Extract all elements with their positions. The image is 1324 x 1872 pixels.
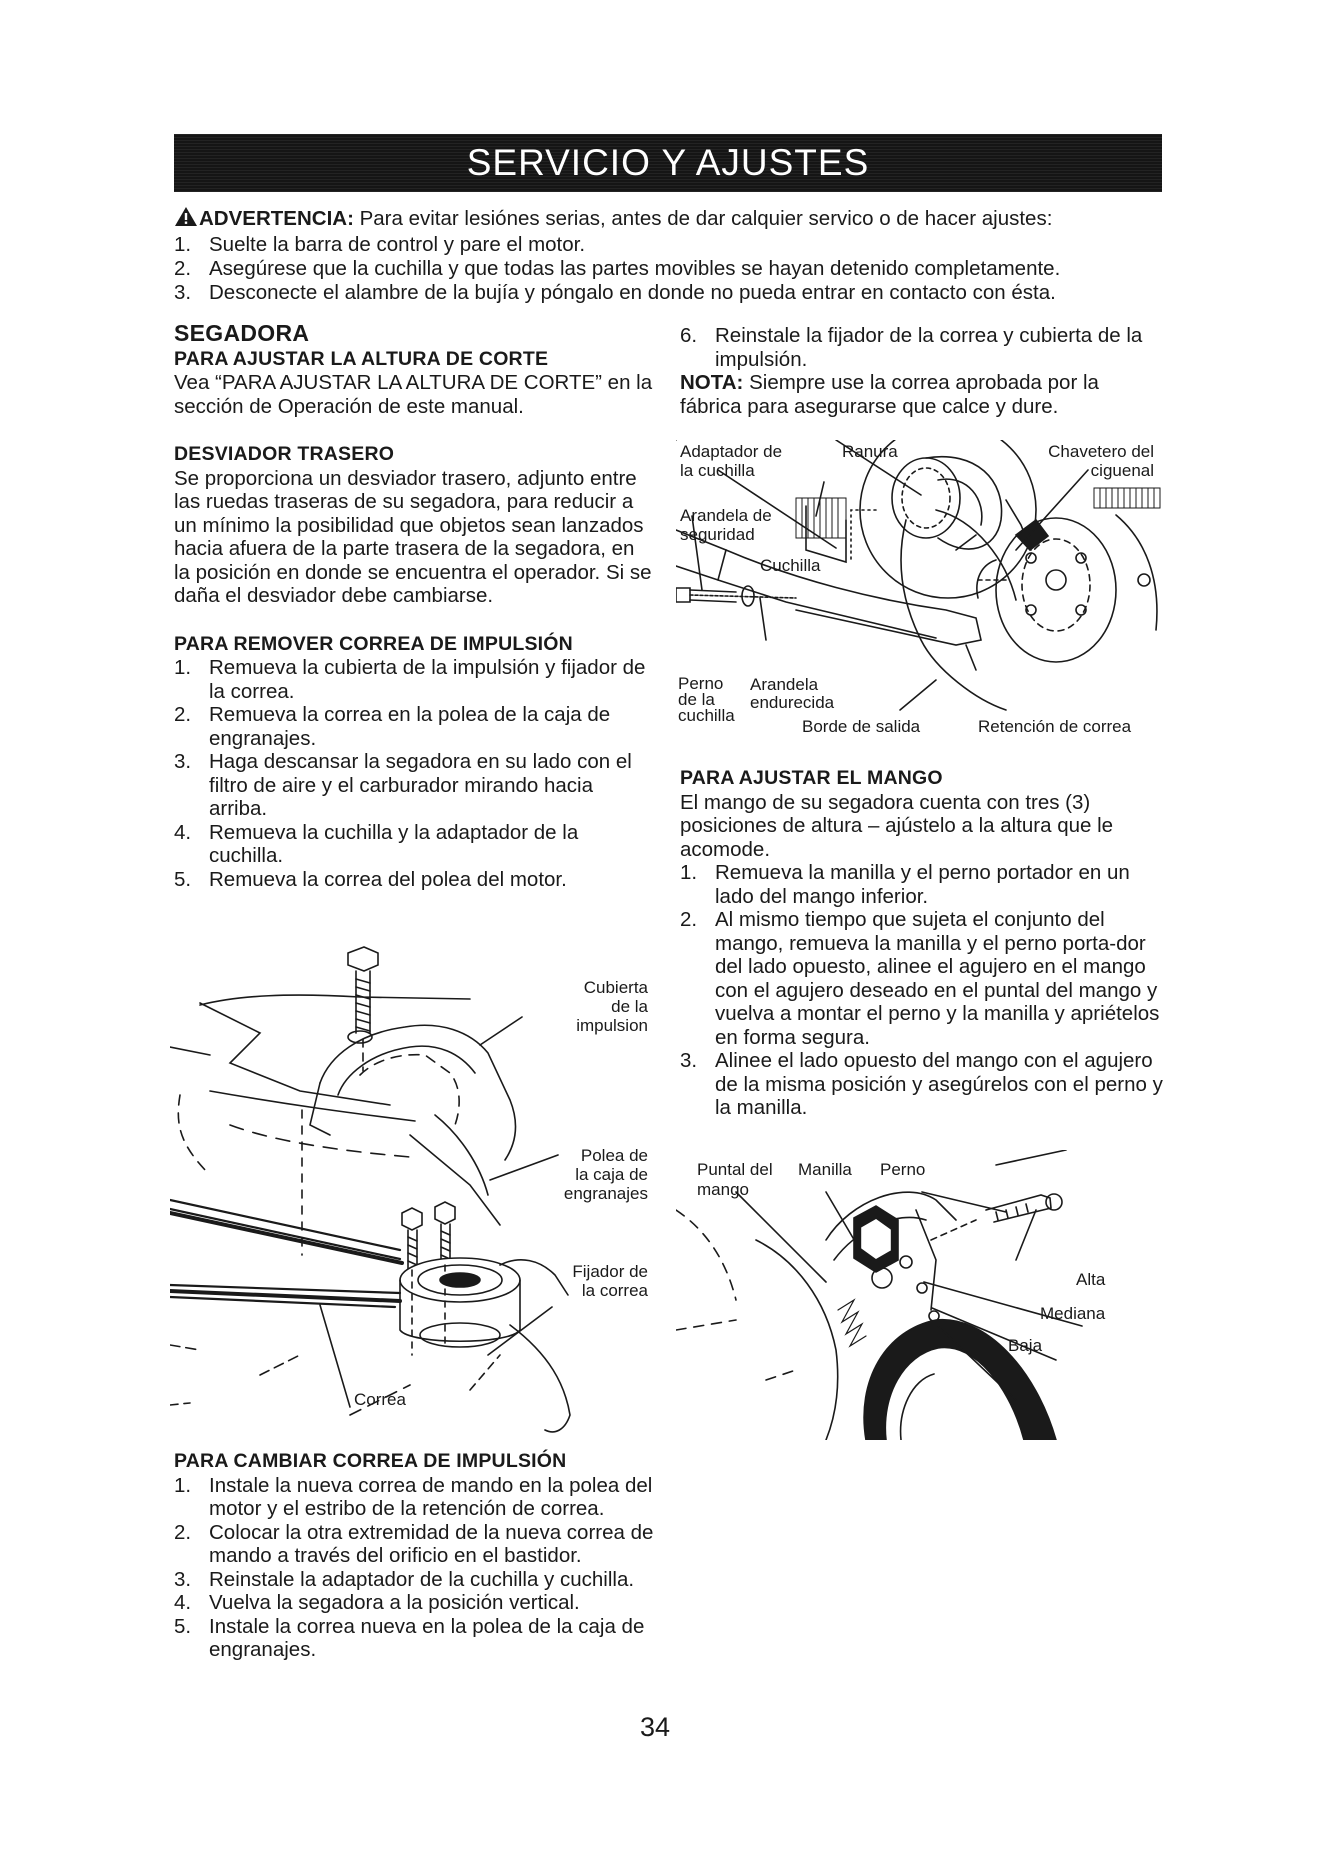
cover-bolt-icon [348, 947, 378, 1071]
list-item: 2. Al mismo tiempo que sujeta el conjunto del mango, remueva la manilla y el perno porta-dor del lado opuesto, alinee el agujero en el mango con el agujero deseado en el puntal del mango y vuelva a montar el perno y la manilla y apriételos en forma segura. [680, 908, 1160, 1049]
heading-change-belt: PARA CAMBIAR CORREA DE IMPULSIÓN [174, 1450, 567, 1472]
label-height-medium: Mediana [1040, 1304, 1106, 1323]
label-knob: Manilla [798, 1160, 852, 1179]
adapter-detail-circle [851, 440, 1048, 598]
page-title: SERVICIO Y AJUSTES [466, 142, 870, 183]
remove-belt-list [174, 656, 654, 891]
label-handle-strut: Puntal del mango [697, 1160, 773, 1199]
crankshaft-key-icon [1094, 488, 1160, 508]
handle-list [680, 861, 1164, 1120]
list-item: 1. Suelte la barra de control y pare el motor. [174, 233, 586, 256]
list-item: 2. Remueva la correa en la polea de la caja de engranajes. [174, 703, 611, 750]
warning-line [174, 206, 1164, 233]
label-groove: Ranura [842, 442, 898, 461]
blade-bolt-icon [676, 586, 796, 606]
label-belt: Correa [354, 1390, 406, 1409]
note-label: NOTA: [680, 371, 744, 394]
warning-block [174, 206, 1164, 305]
change-belt-list [174, 1474, 654, 1662]
right-column-handle [680, 767, 1164, 1120]
cut-height-body: Vea “PARA AJUSTAR LA ALTURA DE CORTE” en la sección de Operación de este manual. [174, 371, 653, 418]
heading-remove-belt: PARA REMOVER CORREA DE IMPULSIÓN [174, 632, 573, 655]
page-number: 34 [640, 1712, 671, 1742]
right-column-top [680, 324, 1160, 418]
label-blade-bolt: Perno de la cuchilla [678, 674, 735, 725]
label-gearbox-pulley: Polea de la caja de engranajes [563, 1146, 648, 1203]
note: NOTA: Siempre use la correa aprobada por la fábrica para asegurarse que calce y dure. [680, 371, 1099, 418]
label-blade: Cuchilla [760, 556, 821, 575]
warning-triangle-icon [174, 206, 198, 233]
warning-list [174, 233, 1164, 305]
label-blade-adapter: Adaptador de la cuchilla [680, 442, 783, 480]
section-banner [174, 134, 1162, 192]
list-item: 5. Instale la correa nueva en la polea de la caja de engranajes. [174, 1614, 645, 1661]
list-item: 3. Haga descansar la segadora en su lado con el filtro de aire y el carburador mirando hacia arriba. [174, 750, 632, 820]
list-item: 2. Colocar la otra extremidad de la nueva correa de mando a través del orificio en el bastidor. [174, 1520, 654, 1567]
heading-adjust-handle: PARA AJUSTAR EL MANGO [680, 767, 943, 789]
drive-belt [170, 1200, 402, 1307]
carriage-bolt-icon [931, 1194, 1062, 1240]
list-item: 4. Remueva la cuchilla y la adaptador de la cuchilla. [174, 820, 579, 867]
warning-title: ADVERTENCIA: [199, 207, 354, 230]
list-item: 6. Reinstale la fijador de la correa y cubierta de la impulsión. [680, 324, 1143, 371]
label-trailing-edge: Borde de salida [802, 717, 921, 736]
warning-text: Para evitar lesiónes serias, antes de dar calquier servico o de hacer ajustes: [353, 207, 1053, 230]
left-column-bottom [174, 1450, 654, 1662]
section-heading-segadora: SEGADORA [174, 320, 310, 346]
list-item: 3. Reinstale la adaptador de la cuchilla y cuchilla. [174, 1567, 635, 1591]
label-bolt: Perno [880, 1160, 926, 1179]
spring-icon [838, 1300, 866, 1346]
drive-cover [310, 1025, 515, 1225]
label-safety-washer: Arandela de seguridad [680, 506, 772, 544]
label-hardened-washer: Arandela endurecida [750, 675, 835, 712]
heading-cut-height: PARA AJUSTAR LA ALTURA DE CORTE [174, 347, 549, 370]
handle-body: El mango de su segadora cuenta con tres (3) posiciones de altura – ajústelo a la altura que le acomode. [680, 790, 1114, 861]
label-belt-keeper: Fijador de la correa [572, 1262, 648, 1300]
rear-deflector-body: Se proporciona un desviador trasero, adjunto entre las ruedas traseras de su segadora, para reducir a un mínimo la posibilidad que objetos sean lanzados hacia afuera de la parte trasera de la segadora, en la posición en donde se encuentra el operador. Si se daña el desviador debe cambiarse. [174, 466, 652, 607]
list-item: 3. Alinee el lado opuesto del mango con el agujero de la misma posición y asegúrelos con el perno y la manilla. [680, 1049, 1163, 1119]
handle-knob-icon [854, 1206, 898, 1272]
heading-rear-deflector: DESVIADOR TRASERO [174, 443, 395, 465]
list-item: 1. Remueva la manilla y el perno portador en un lado del mango inferior. [680, 861, 1130, 908]
list-item: 1. Instale la nueva correa de mando en la polea del motor y el estribo de la retención de correa. [174, 1473, 653, 1520]
left-column-top [174, 322, 654, 891]
label-height-high: Alta [1076, 1270, 1106, 1289]
label-drive-cover: Cubierta de la impulsion [576, 978, 648, 1035]
list-item: 2. Asegúrese que la cuchilla y que todas las partes movibles se hayan detenido completamente. [174, 257, 1061, 280]
label-height-low: Baja [1008, 1336, 1043, 1355]
safety-washer-icon [796, 498, 846, 538]
list-item: 1. Remueva la cubierta de la impulsión y fijador de la correa. [174, 656, 646, 703]
list-item: 5. Remueva la correa del polea del motor. [174, 867, 567, 891]
label-belt-retention: Retención de correa [978, 717, 1132, 736]
remove-belt-list-cont [680, 324, 1160, 371]
label-crankshaft-key: Chavetero del ciguenal [1048, 442, 1154, 480]
list-item: 3. Desconecte el alambre de la bujía y póngalo en donde no pueda entrar en contacto con ésta. [174, 281, 1056, 304]
list-item: 4. Vuelva la segadora a la posición vertical. [174, 1591, 580, 1614]
